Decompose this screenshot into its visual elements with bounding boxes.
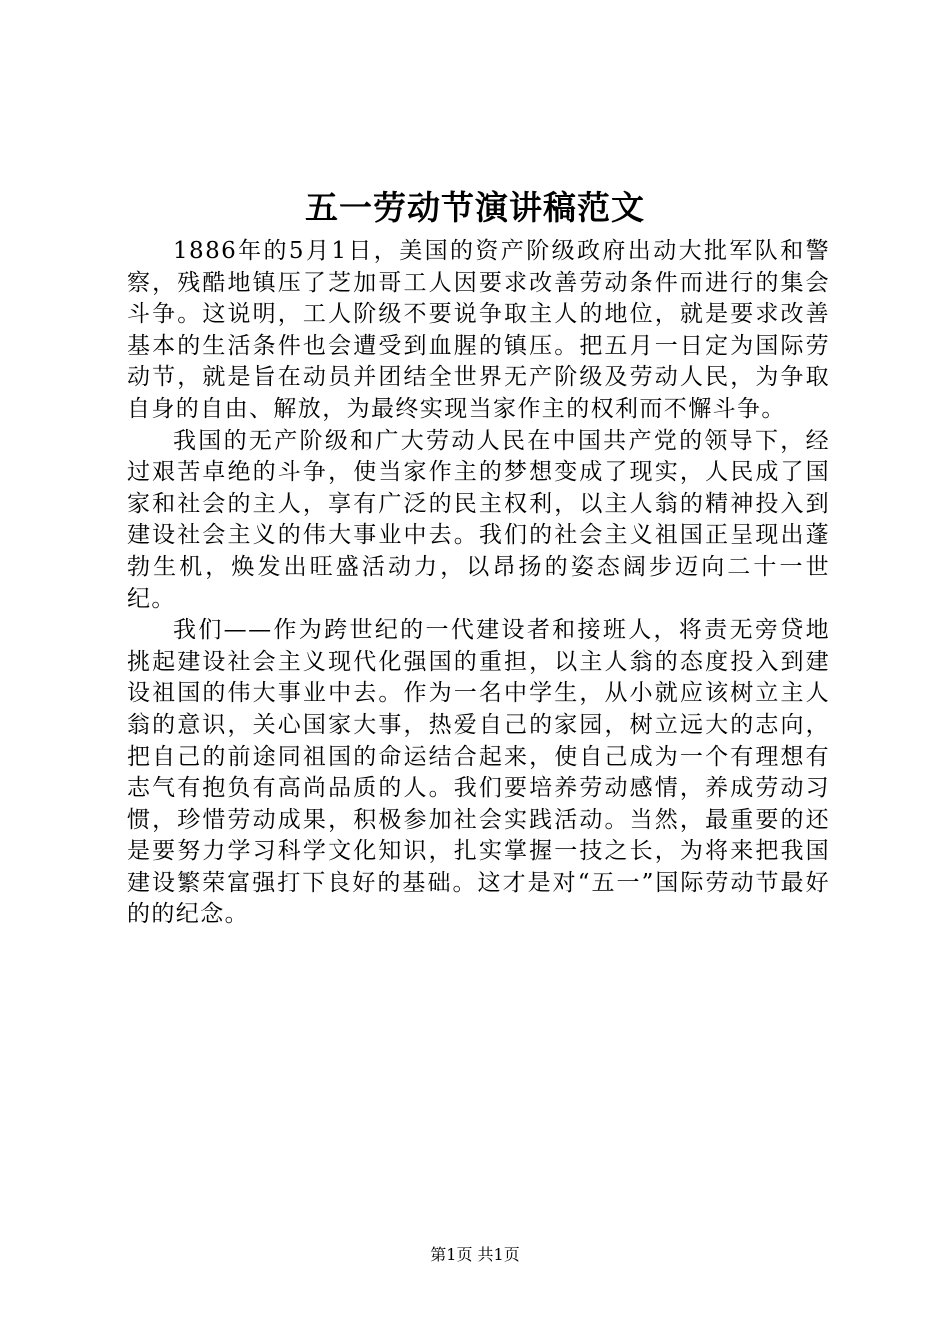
paragraph-2: 我国的无产阶级和广大劳动人民在中国共产党的领导下，经过艰苦卓绝的斗争，使当家作主的梦想变成了现实，人民成了国家和社会的主人，享有广泛的民主权利，以主人翁的精神投入到建设社会主义的伟大事业中去。我们的社会主义祖国正呈现出蓬勃生机，焕发出旺盛活动力，以昂扬的姿态阔步迈向二十一世纪。 — [127, 427, 830, 612]
document-body — [127, 236, 830, 931]
paragraph-3: 我们——作为跨世纪的一代建设者和接班人，将责无旁贷地挑起建设社会主义现代化强国的重担，以主人翁的态度投入到建设祖国的伟大事业中去。作为一名中学生，从小就应该树立主人翁的意识，关心国家大事，热爱自己的家园，树立远大的志向，把自己的前途同祖国的命运结合起来，使自己成为一个有理想有志气有抱负有高尚品质的人。我们要培养劳动感情，养成劳动习惯，珍惜劳动成果，积极参加社会实践活动。当然，最重要的还是要努力学习科学文化知识，扎实掌握一技之长，为将来把我国建设繁荣富强打下良好的基础。这才是对“五一”国际劳动节最好的的纪念。 — [127, 617, 830, 928]
paragraph-1: 1886年的5月1日，美国的资产阶级政府出动大批军队和警察，残酷地镇压了芝加哥工人因要求改善劳动条件而进行的集会斗争。这说明，工人阶级不要说争取主人的地位，就是要求改善基本的生活条件也会遭受到血腥的镇压。把五月一日定为国际劳动节，就是旨在动员并团结全世界无产阶级及劳动人民，为争取自身的自由、解放，为最终实现当家作主的权利而不懈斗争。 — [127, 238, 830, 422]
document-title: 五一劳动节演讲稿范文 — [305, 188, 645, 227]
page-footer: 第1页 共1页 — [430, 1245, 520, 1264]
